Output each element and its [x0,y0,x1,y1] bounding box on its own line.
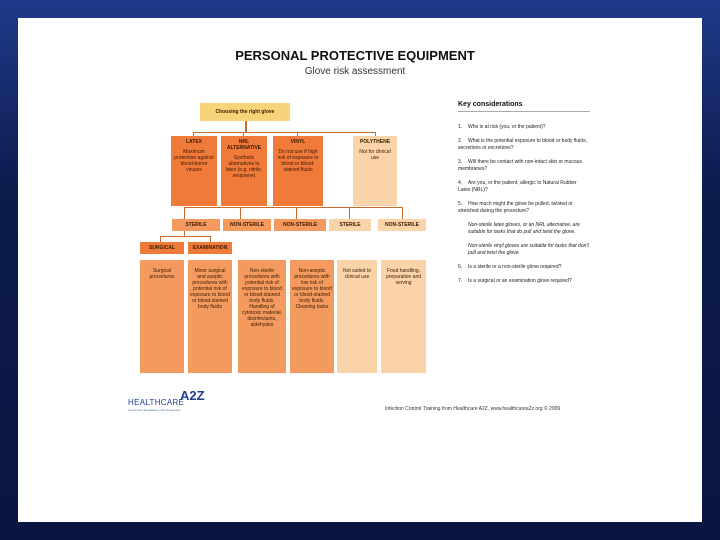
category-title: LATEX [185,139,203,145]
category-nrl-alternative [221,136,267,206]
connector [160,236,210,237]
outcome-box: Not suited to clinical use [337,260,377,373]
category-title: NRL ALTERNATIVE [226,139,262,151]
category-latex [171,136,217,206]
category-polythene [353,136,397,206]
list-item: 7. Is a surgical or an examination glove required? [458,278,572,284]
logo-tagline: INTRODUCING THE LEADER IN COMPETITIVE ACCESS [128,410,181,412]
connector [184,207,185,219]
list-note: Non-sterile latex gloves, or an NRL alternative, are suitable for tasks that do pull and twist the glove. [468,222,580,235]
key-considerations-list [458,124,590,292]
key-considerations-title: Key considerations [458,101,523,108]
category-desc: Do not use if high risk of exposure to blood or blood-stained fluids [277,149,319,173]
outcome-box: Non-aseptic procedures with low risk of exposure to blood or blood-stained body fluids. Cleaning tasks [290,260,334,373]
list-item: 2. What is the potential exposure to blood or body fluids, secretions or excretions? [458,138,587,151]
category-desc: Synthetic alternatives to latex (e.g. nitrile, neoprene) [225,155,263,179]
logo-mark: A2Z [180,388,205,403]
divider [458,111,590,112]
sterility-label: STERILE [329,219,371,231]
outcome-box: Non-sterile procedures with potential risk of exposure to blood or blood-stained body fluids. Handling of cytotoxic material, disinfectants, aldehydes [238,260,286,373]
connector [402,207,403,219]
use-label: SURGICAL [140,242,184,254]
connector [296,207,297,219]
use-label: EXAMINATION [188,242,232,254]
connector [193,132,375,133]
connector [184,231,185,237]
list-item: 1. Who is at risk (you, or the patient)? [458,124,546,130]
category-title: POLYTHENE [359,139,391,145]
sterility-label: NON-STERILE [274,219,326,231]
category-title: VINYL [290,139,306,145]
sterility-label: NON-STERILE [223,219,271,231]
connector [349,207,350,219]
list-note: Non-sterile vinyl gloves are suitable for tasks that don't pull and twist the glove. [468,243,589,256]
list-item: 3. Will there be contact with non-intact skin or mucous membranes? [458,159,582,172]
list-item: 5. How much might the glove be pulled, twisted or stretched during the procedure? [458,201,573,214]
page-subtitle: Glove risk assessment [304,66,406,77]
outcome-box: Minor surgical and aseptic procedures with potential risk of exposure to blood or blood-stained body fluids [188,260,232,373]
sterility-label: STERILE [172,219,220,231]
list-item: 6. Is a sterile or a non-sterile glove required? [458,264,562,270]
outcome-box: Surgical procedures [140,260,184,373]
category-desc: Not for clinical use [359,149,391,161]
connector [240,207,241,219]
connector [184,207,402,208]
healthcare-a2z-logo [128,388,218,416]
chart-root: Choosing the right glove [200,103,290,121]
sterility-label: NON-STERILE [378,219,426,231]
outcome-box: Food handling, preparation and serving [381,260,426,373]
category-vinyl [273,136,323,206]
logo-text: HEALTHCARE [128,398,185,407]
footer-credit: Infection Control Training from Healthcare A2Z, www.healthcarea2z.org © 2009 [385,406,561,412]
page-title: PERSONAL PROTECTIVE EQUIPMENT [235,48,475,63]
category-desc: Maximum protection against blood-borne viruses [174,149,214,173]
list-item: 4. Are you, or the patient, allergic to Natural Rubber Latex (NRL)? [458,180,577,193]
